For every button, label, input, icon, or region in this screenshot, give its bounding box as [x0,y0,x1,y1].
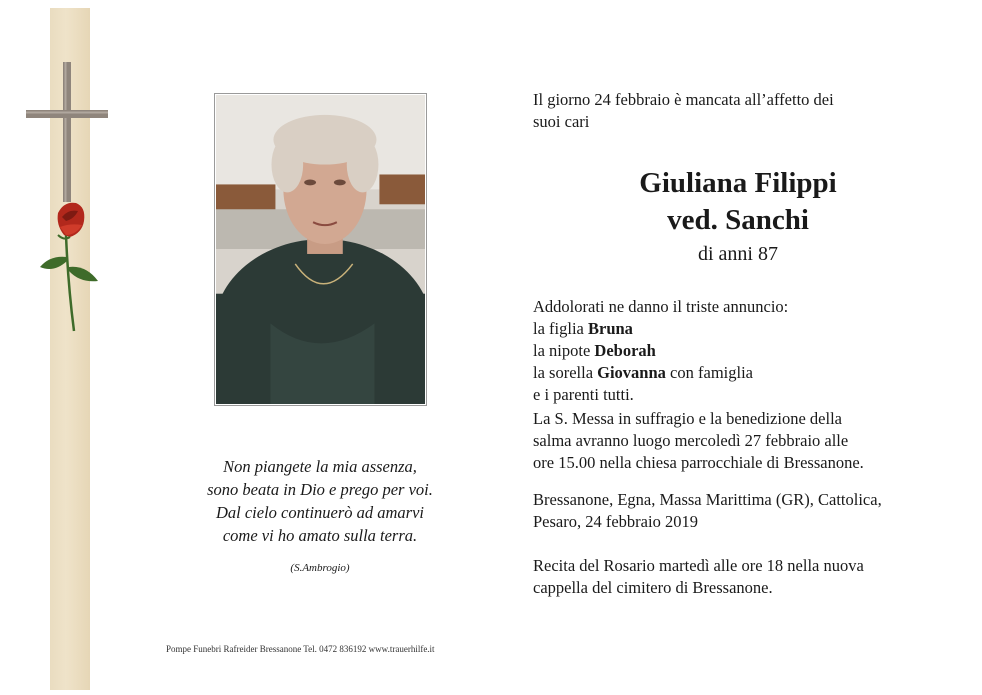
mourners-list [533,296,933,406]
deceased-name [533,165,943,239]
mourner-line: la sorella Giovanna con famiglia [533,363,753,382]
place-line: Pesaro, 24 febbraio 2019 [533,512,698,531]
announcement-intro [533,89,933,133]
cross-icon [26,62,108,202]
rosary-info [533,555,933,599]
portrait-photo [214,93,427,406]
intro-line: suoi cari [533,112,590,131]
mourner-line: la nipote Deborah [533,341,656,360]
mass-info [533,408,933,474]
funeral-home-footer: Pompe Funebri Rafreider Bressanone Tel. 0472 836192 www.trauerhilfe.it [166,644,435,654]
mourners-closing: e i parenti tutti. [533,385,634,404]
mourner-line: la figlia Bruna [533,319,633,338]
poem-attribution: (S.Ambrogio) [290,562,350,574]
mass-line: salma avranno luogo mercoledì 27 febbraio alle [533,431,849,450]
poem-line: sono beata in Dio e prego per voi. [207,480,433,499]
poem [160,455,480,547]
rose-icon [36,195,102,335]
poem-line: Dal cielo continuerò ad amarvi [215,503,425,522]
place-line: Bressanone, Egna, Massa Marittima (GR), Cattolica, [533,490,882,509]
poem-line: Non piangete la mia assenza, [223,457,417,476]
name-line: ved. Sanchi [667,204,809,236]
name-line: Giuliana Filippi [639,167,837,199]
poem-line: come vi ho amato sulla terra. [222,526,418,545]
deceased-age: di anni 87 [698,243,778,265]
mass-line: La S. Messa in suffragio e la benedizione della [533,409,842,428]
rosary-line: Recita del Rosario martedì alle ore 18 nella nuova [533,556,864,575]
place-and-date [533,489,933,533]
rosary-line: cappella del cimitero di Bressanone. [533,578,773,597]
mass-line: ore 15.00 nella chiesa parrocchiale di Bressanone. [533,453,864,472]
intro-line: Il giorno 24 febbraio è mancata all’affetto dei [533,90,834,109]
mourners-heading: Addolorati ne danno il triste annuncio: [533,297,789,316]
